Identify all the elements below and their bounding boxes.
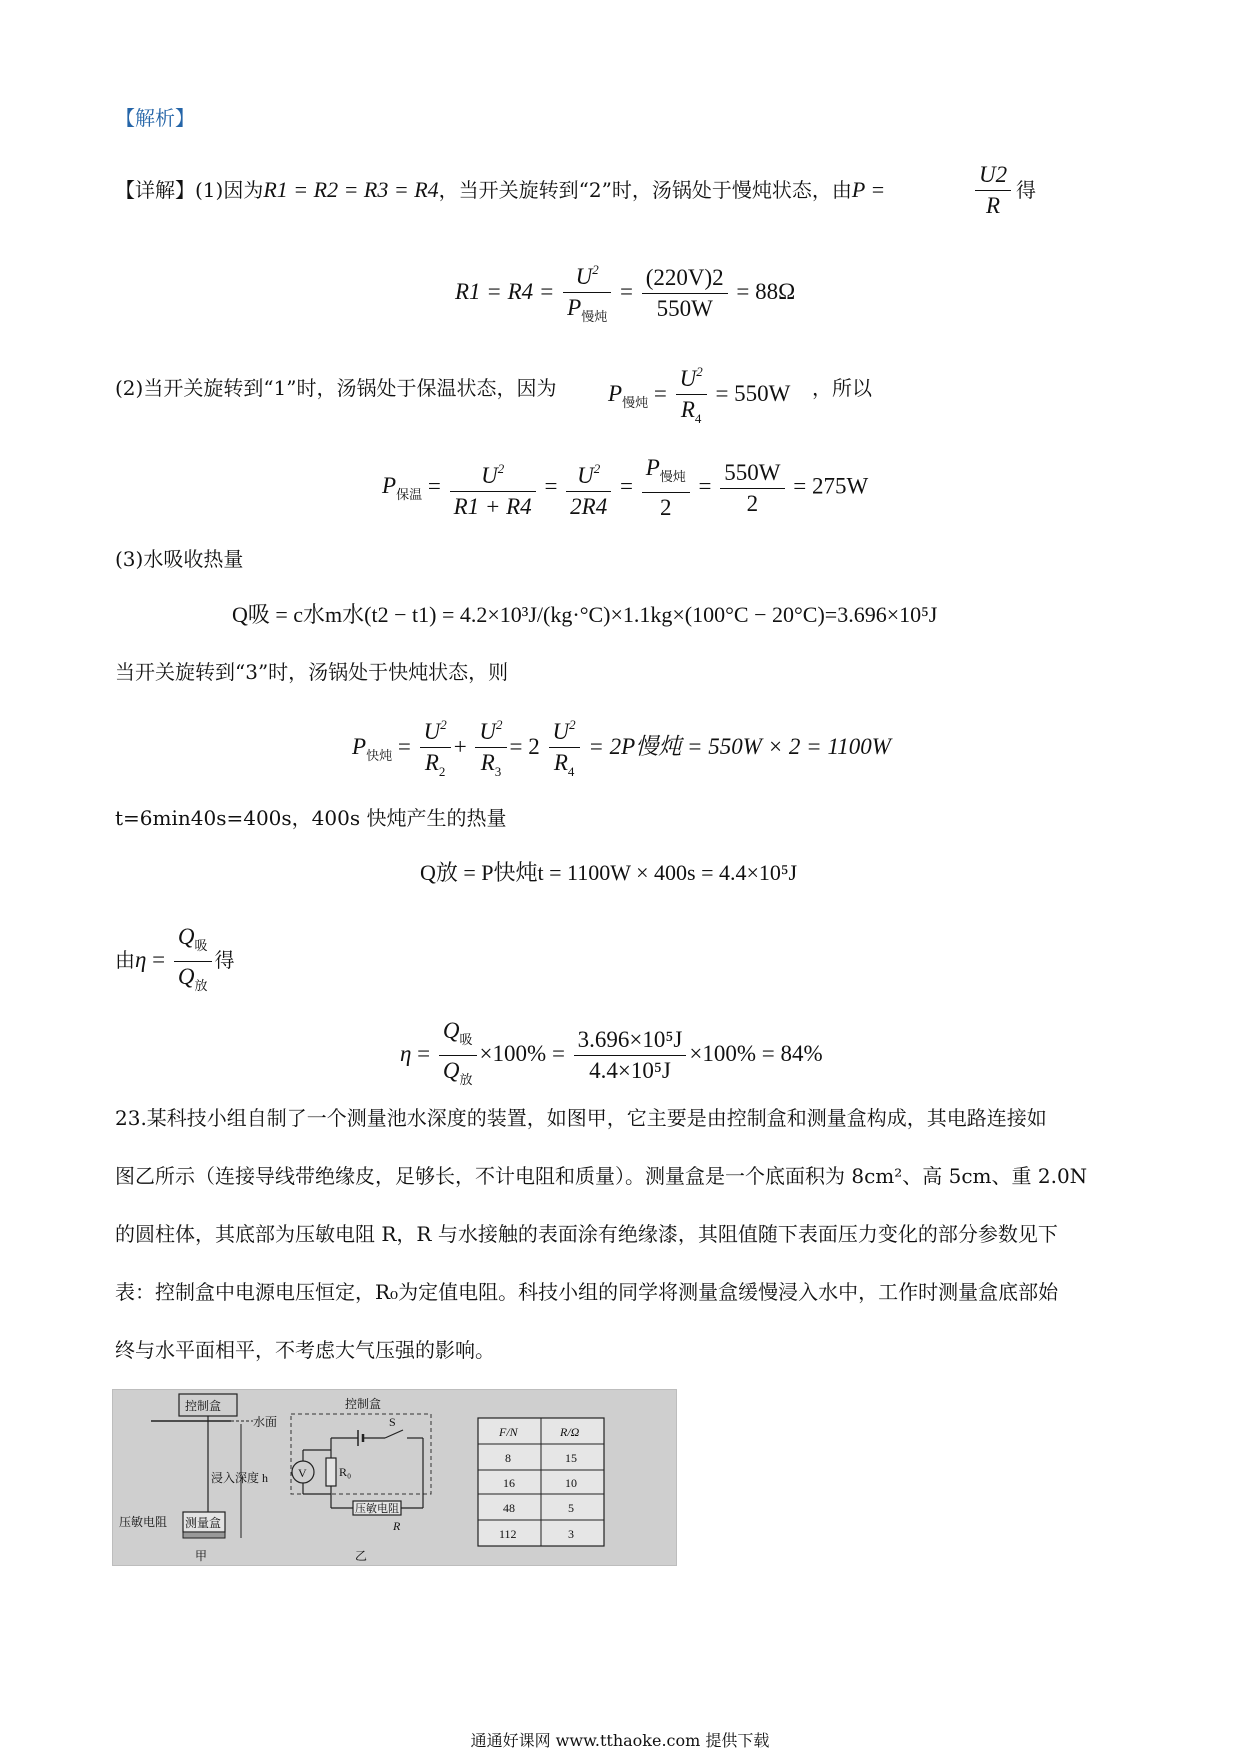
jia-water-surface: 水面 (253, 1415, 278, 1429)
resistance-eq-rhs: = 88Ω (736, 278, 796, 304)
detail-label: 【详解】 (115, 178, 195, 202)
page-footer: 通通好课网 www.tthaoke.com 提供下载 (470, 1731, 770, 1750)
resistance-equation: R1 = R4 = $\frac{U^2}{P_{慢炖}}$ = $\frac{(220V)2}{550W}$ = 88Ω (455, 255, 795, 332)
part2-text-end: ，所以 (812, 376, 872, 400)
resistance-eq-mid: = (619, 278, 633, 304)
yi-r0: R₀ (339, 1465, 352, 1479)
power-formula-num: U2 (975, 160, 1011, 191)
eff-num: 3.696×10⁵J (574, 1025, 687, 1056)
part1-text-after: ，当开关旋转到“2”时，汤锅处于慢炖状态，由 (438, 178, 852, 202)
warm-eq-mid-den: 2 (660, 495, 672, 520)
p-fast-sub: 快炖 (366, 747, 393, 763)
table-cell: 112 (499, 1527, 517, 1541)
eff-result: ×100% = 84% (689, 1040, 823, 1066)
part1-text-end: 得 (1016, 178, 1036, 202)
figure-yi (291, 1396, 431, 1563)
part1-power-formula (972, 160, 1014, 221)
fast-power-equation: $P_{快炖}$ = $\frac{U^2}{R_2}$ + $\frac{U^2}{R_3}$ = 2 $\frac{U^2}{R_4}$ = 2P慢炖 = 550W × 2 = 1100W (352, 710, 891, 787)
time-text: t=6min40s=400s，400s 快炖产生的热量 (115, 806, 507, 830)
part2-given-rhs: = 550W (715, 380, 791, 406)
efficiency-definition: 由η = $\frac{Q_吸}{Q_放}$ 得 (115, 924, 235, 993)
jia-depth: 浸入深度 h (211, 1471, 269, 1485)
part3-heading: (3)水吸收热量 (115, 547, 244, 571)
jia-sensor: 压敏电阻 (119, 1515, 168, 1529)
part1-condition: R1 = R2 = R3 = R4 (263, 177, 439, 202)
eff-factor: ×100% (479, 1040, 547, 1066)
yi-control-box: 控制盒 (345, 1397, 382, 1411)
part2-intro: (2)当开关旋转到“1”时，汤锅处于保温状态，因为 (115, 376, 557, 400)
yi-caption: 乙 (355, 1549, 368, 1563)
part1-formula-lead: P = (851, 177, 886, 202)
table-cell: 8 (505, 1451, 511, 1465)
part1-intro-text: (1)因为 (195, 178, 264, 202)
q23-line5: 终与水平面相平，不考虑大气压强的影响。 (115, 1338, 495, 1362)
warm-power-equation: $P_{保温}$ = $\frac{U^2}{R1 + R4}$ = $\frac{U^2}{2R4}$ = $\frac{P_{慢炖}}{2}$ = $\frac{550W}{2}$ = 275W (382, 453, 868, 523)
table-cell: 5 (568, 1501, 574, 1515)
eff-intro-end: 得 (214, 949, 235, 972)
power-formula-den: R (986, 193, 1001, 218)
table-header-force: F/N (499, 1425, 518, 1439)
efficiency-equation: η = $\frac{Q_吸}{Q_放}$ ×100% = $\frac{\text{3.696×10⁵J}}{\text{4.4×10⁵J}}$ ×100% = 84% (400, 1018, 823, 1087)
warm-eq-num-val: 550W (720, 458, 784, 489)
p-warm-sub: 保温 (396, 487, 423, 503)
fast-state-text: 当开关旋转到“3”时，汤锅处于快炖状态，则 (115, 660, 509, 684)
table-header-resistance: R/Ω (560, 1425, 580, 1439)
resistance-eq-num: (220V)2 (642, 263, 728, 294)
q23-line3: 的圆柱体，其底部为压敏电阻 R，R 与水接触的表面涂有绝缘漆，其阻值随下表面压力变化的部分参数见下 (115, 1222, 1058, 1246)
eff-sub-release: 放 (194, 978, 208, 993)
part2-given-equation: $P_{慢炖}$ = $\frac{U^2}{R_4}$ = 550W (608, 357, 790, 434)
jia-measure-box: 测量盒 (185, 1516, 222, 1530)
question-figure (112, 1389, 677, 1566)
table-cell: 48 (503, 1501, 515, 1515)
jia-control-box: 控制盒 (185, 1399, 222, 1413)
table-cell: 3 (568, 1527, 574, 1541)
yi-sensor: 压敏电阻 (355, 1503, 399, 1515)
yi-switch: S (389, 1415, 396, 1429)
table-cell: 10 (565, 1476, 577, 1490)
jia-caption: 甲 (195, 1549, 208, 1563)
fast-power-rhs: = 2P慢炖 = 550W × 2 = 1100W (588, 733, 891, 759)
part1-intro (115, 178, 885, 202)
q23-line4: 表：控制盒中电源电压恒定，R₀为定值电阻。科技小组的同学将测量盒缓慢浸入水中，工作时测量盒底部始 (115, 1280, 1059, 1304)
eff-den: 4.4×10⁵J (589, 1058, 671, 1083)
p-slow-sub: 慢炖 (581, 309, 608, 324)
resistance-eq-lhs: R1 = R4 = (455, 278, 555, 304)
table-cell: 15 (565, 1451, 577, 1465)
table-cell: 16 (503, 1476, 515, 1490)
q23-line1: 23.某科技小组自制了一个测量池水深度的装置，如图甲，它主要是由控制盒和测量盒构成，其电路连接如 (115, 1106, 1047, 1130)
heat-released-equation: Q放 = P快炖t = 1100W × 400s = 4.4×10⁵J (420, 860, 798, 885)
yi-r: R (393, 1519, 401, 1533)
section-header: 【解析】 (115, 106, 195, 130)
q23-line2: 图乙所示（连接导线带绝缘皮，足够长，不计电阻和质量）。测量盒是一个底面积为 8cm²、高 5cm、重 2.0N (115, 1164, 1088, 1188)
warm-eq-rhs: = 275W (793, 473, 869, 499)
eff-intro: 由 (115, 949, 135, 972)
warm-eq-den2: 2R4 (570, 494, 608, 519)
warm-eq-den1: R1 + R4 (453, 494, 532, 519)
heat-absorbed-equation: Q吸 = c水m水(t2 − t1) = 4.2×10³J/(kg·°C)×1.1kg×(100°C − 20°C)=3.696×10⁵J (232, 602, 938, 627)
resistance-eq-den: 550W (656, 296, 713, 321)
eff-sub-absorb: 吸 (194, 938, 208, 953)
sensor-table (478, 1418, 604, 1546)
figure-jia (119, 1394, 277, 1563)
yi-voltmeter: V (298, 1466, 307, 1480)
